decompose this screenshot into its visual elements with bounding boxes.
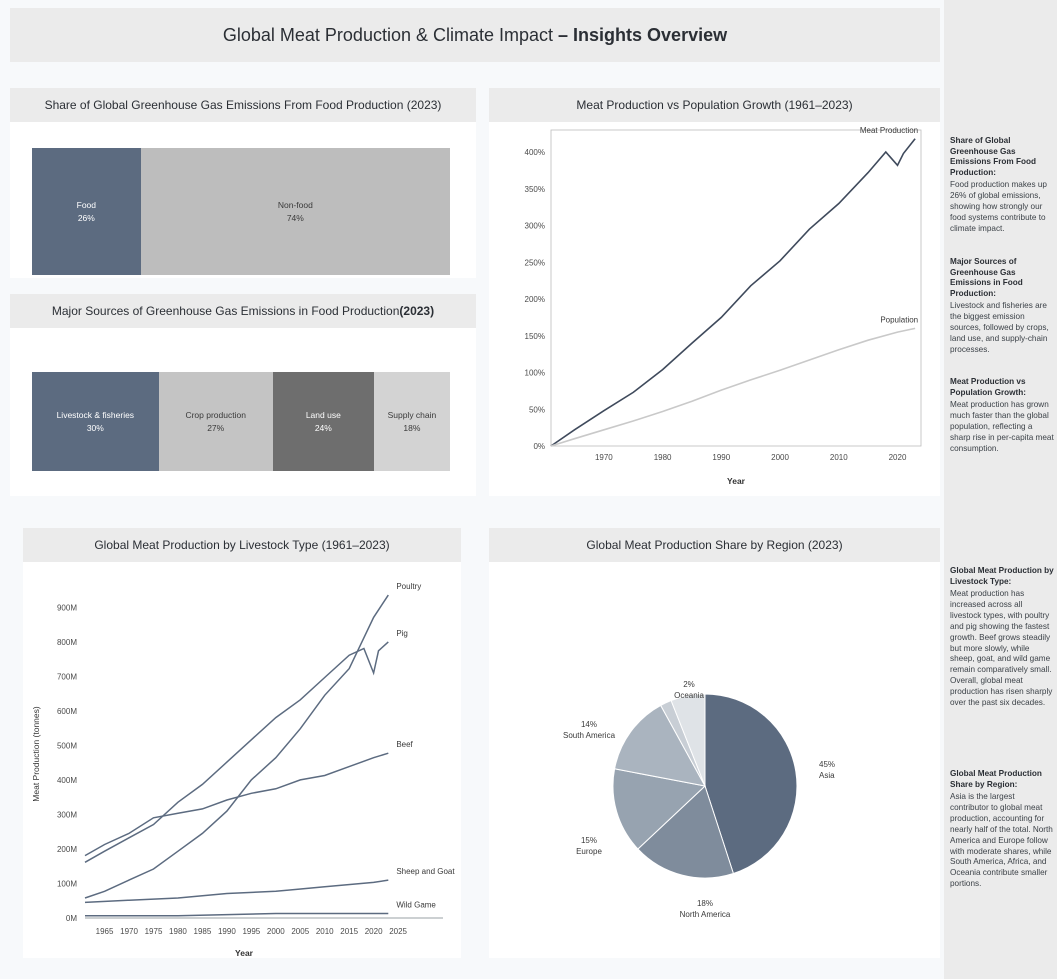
bar-segment-livestock-label: Livestock & fisheries [56, 410, 135, 421]
svg-text:Year: Year [235, 948, 253, 958]
svg-text:2000: 2000 [266, 927, 285, 936]
bar-segment-food-label: Food [76, 200, 97, 211]
panel-b-title-year: (2023) [399, 304, 435, 318]
svg-text:350%: 350% [524, 184, 545, 194]
panel-a-body [10, 122, 476, 278]
svg-text:500M: 500M [56, 741, 77, 751]
svg-text:250%: 250% [524, 258, 545, 268]
svg-text:2015: 2015 [340, 927, 359, 936]
page-title [10, 8, 940, 62]
svg-text:0%: 0% [533, 442, 545, 451]
svg-text:2025: 2025 [389, 927, 408, 936]
svg-text:Europe: Europe [576, 847, 602, 856]
bar-segment-supplychain[interactable] [374, 372, 450, 471]
insight-livestock-body: Meat production has increased across all livestock types, with poultry and pig showing the fastest growth. Beef grows steadily but more slowly, while sheep, goat, and wild game remain comparatively small. Overall, global meat production has risen sharply over the past six decades. [950, 589, 1053, 708]
bar-segment-livestock[interactable] [32, 372, 159, 471]
insight-meat-vs-pop-body: Meat production has grown much faster than the global population, reflecting a sharp rise in per-capita meat consumption. [950, 400, 1054, 453]
svg-text:2%: 2% [683, 680, 695, 689]
svg-text:50%: 50% [528, 405, 545, 415]
bar-segment-crop-label: Crop production [185, 410, 246, 421]
svg-text:2020: 2020 [364, 927, 383, 936]
insights-rail [944, 0, 1057, 979]
bar-segment-supplychain-label: Supply chain [387, 410, 437, 421]
insight-livestock-heading: Global Meat Production by Livestock Type: [950, 566, 1054, 586]
insight-sources-body: Livestock and fisheries are the biggest emission sources, followed by crops, land use, and supply-chain processes. [950, 301, 1049, 354]
svg-text:2005: 2005 [291, 927, 310, 936]
svg-text:200%: 200% [524, 295, 545, 305]
bar-segment-nonfood-value: 74% [286, 212, 304, 223]
panel-b-title-main: Major Sources of Greenhouse Gas Emissions in Food Production [51, 304, 400, 318]
svg-text:1985: 1985 [193, 927, 212, 936]
panel-production-by-livestock [23, 528, 461, 958]
insight-sources-heading: Major Sources of Greenhouse Gas Emissions in Food Production: [950, 257, 1023, 298]
svg-text:South America: South America [562, 731, 616, 740]
panel-meat-vs-population [489, 88, 940, 496]
page-title-sub: – Insights Overview [558, 24, 728, 45]
svg-text:1980: 1980 [169, 927, 187, 936]
stacked-bar-food-share [32, 148, 450, 275]
panel-share-by-region [489, 528, 940, 958]
insight-region-heading: Global Meat Production Share by Region: [950, 769, 1042, 789]
svg-text:Meat Production (tonnes): Meat Production (tonnes) [31, 706, 41, 802]
panel-b-body [10, 328, 476, 496]
page-title-main: Global Meat Production & Climate Impact [222, 24, 554, 45]
svg-text:300%: 300% [524, 221, 545, 231]
bar-segment-livestock-value: 30% [86, 422, 104, 433]
svg-text:Wild Game: Wild Game [396, 900, 436, 910]
panel-c-body [489, 122, 940, 496]
svg-text:1975: 1975 [144, 927, 163, 936]
chart-share-by-region[interactable] [489, 562, 940, 958]
svg-text:0M: 0M [65, 914, 77, 923]
insight-food-share-heading: Share of Global Greenhouse Gas Emissions From Food Production: [950, 136, 1036, 177]
svg-text:2010: 2010 [829, 453, 848, 462]
svg-text:Oceania: Oceania [674, 691, 704, 700]
insight-region [950, 769, 1054, 890]
panel-emission-sources [10, 294, 476, 496]
insight-food-share [950, 136, 1054, 235]
svg-text:15%: 15% [580, 836, 598, 845]
svg-text:900M: 900M [56, 603, 77, 613]
svg-text:1970: 1970 [594, 453, 613, 462]
svg-text:700M: 700M [56, 672, 77, 682]
svg-text:Beef: Beef [396, 740, 413, 750]
insight-food-share-body: Food production makes up 26% of global emissions, showing how strongly our food systems contribute to climate impact. [950, 180, 1047, 233]
bar-segment-food-value: 26% [77, 212, 95, 223]
svg-text:600M: 600M [56, 706, 77, 716]
insight-livestock [950, 566, 1054, 709]
svg-text:1990: 1990 [217, 927, 236, 936]
panel-c-title: Meat Production vs Population Growth (1961–2023) [489, 88, 940, 122]
svg-text:Poultry: Poultry [396, 582, 422, 592]
bar-segment-crop-value: 27% [207, 422, 225, 433]
insight-meat-vs-pop [950, 377, 1054, 455]
svg-text:14%: 14% [580, 720, 598, 729]
insight-sources [950, 257, 1054, 356]
panel-b-title [10, 294, 476, 328]
bar-segment-crop[interactable] [159, 372, 273, 471]
svg-text:200M: 200M [56, 844, 77, 854]
svg-text:400%: 400% [524, 148, 545, 158]
bar-segment-supplychain-value: 18% [403, 422, 421, 433]
bar-segment-landuse-label: Land use [305, 410, 341, 421]
insight-region-body: Asia is the largest contributor to global meat production, accounting for nearly half of the total. North America and Europe follow with moderate shares, while South America, Africa, and Oceania contribute smaller portions. [950, 792, 1053, 889]
panel-d-body [23, 562, 461, 958]
svg-text:Year: Year [727, 476, 745, 486]
svg-text:300M: 300M [56, 810, 77, 820]
svg-text:18%: 18% [696, 899, 714, 908]
svg-text:100%: 100% [524, 368, 545, 378]
svg-text:Population: Population [880, 315, 919, 325]
svg-text:400M: 400M [56, 775, 77, 785]
bar-segment-landuse-value: 24% [314, 422, 332, 433]
stacked-bar-sources [32, 372, 450, 471]
svg-text:Pig: Pig [396, 628, 408, 638]
bar-segment-nonfood-label: Non-food [277, 200, 313, 211]
bar-segment-nonfood[interactable] [141, 148, 450, 275]
svg-text:1995: 1995 [242, 927, 261, 936]
svg-text:1990: 1990 [712, 453, 731, 462]
panel-emissions-food-share [10, 88, 476, 278]
bar-segment-food[interactable] [32, 148, 141, 275]
svg-text:800M: 800M [56, 637, 77, 647]
panel-a-title: Share of Global Greenhouse Gas Emissions From Food Production (2023) [10, 88, 476, 122]
svg-text:North America: North America [679, 910, 731, 919]
svg-text:1970: 1970 [120, 927, 138, 936]
svg-text:45%: 45% [819, 760, 836, 769]
svg-text:2000: 2000 [771, 453, 789, 462]
svg-text:150%: 150% [524, 331, 545, 341]
svg-text:1965: 1965 [95, 927, 114, 936]
svg-text:Asia: Asia [819, 771, 835, 780]
svg-text:2020: 2020 [888, 453, 907, 462]
bar-segment-landuse[interactable] [273, 372, 374, 471]
svg-text:Sheep and Goat: Sheep and Goat [396, 867, 455, 877]
chart-meat-vs-population[interactable] [489, 122, 940, 496]
chart-production-by-livestock[interactable] [23, 562, 461, 958]
panel-e-title: Global Meat Production Share by Region (2023) [489, 528, 940, 562]
svg-text:2010: 2010 [315, 927, 334, 936]
svg-text:Meat Production: Meat Production [859, 125, 919, 135]
svg-text:1980: 1980 [653, 453, 672, 462]
panel-e-body [489, 562, 940, 958]
panel-d-title: Global Meat Production by Livestock Type (1961–2023) [23, 528, 461, 562]
insight-meat-vs-pop-heading: Meat Production vs Population Growth: [950, 377, 1026, 397]
svg-text:100M: 100M [56, 879, 77, 889]
